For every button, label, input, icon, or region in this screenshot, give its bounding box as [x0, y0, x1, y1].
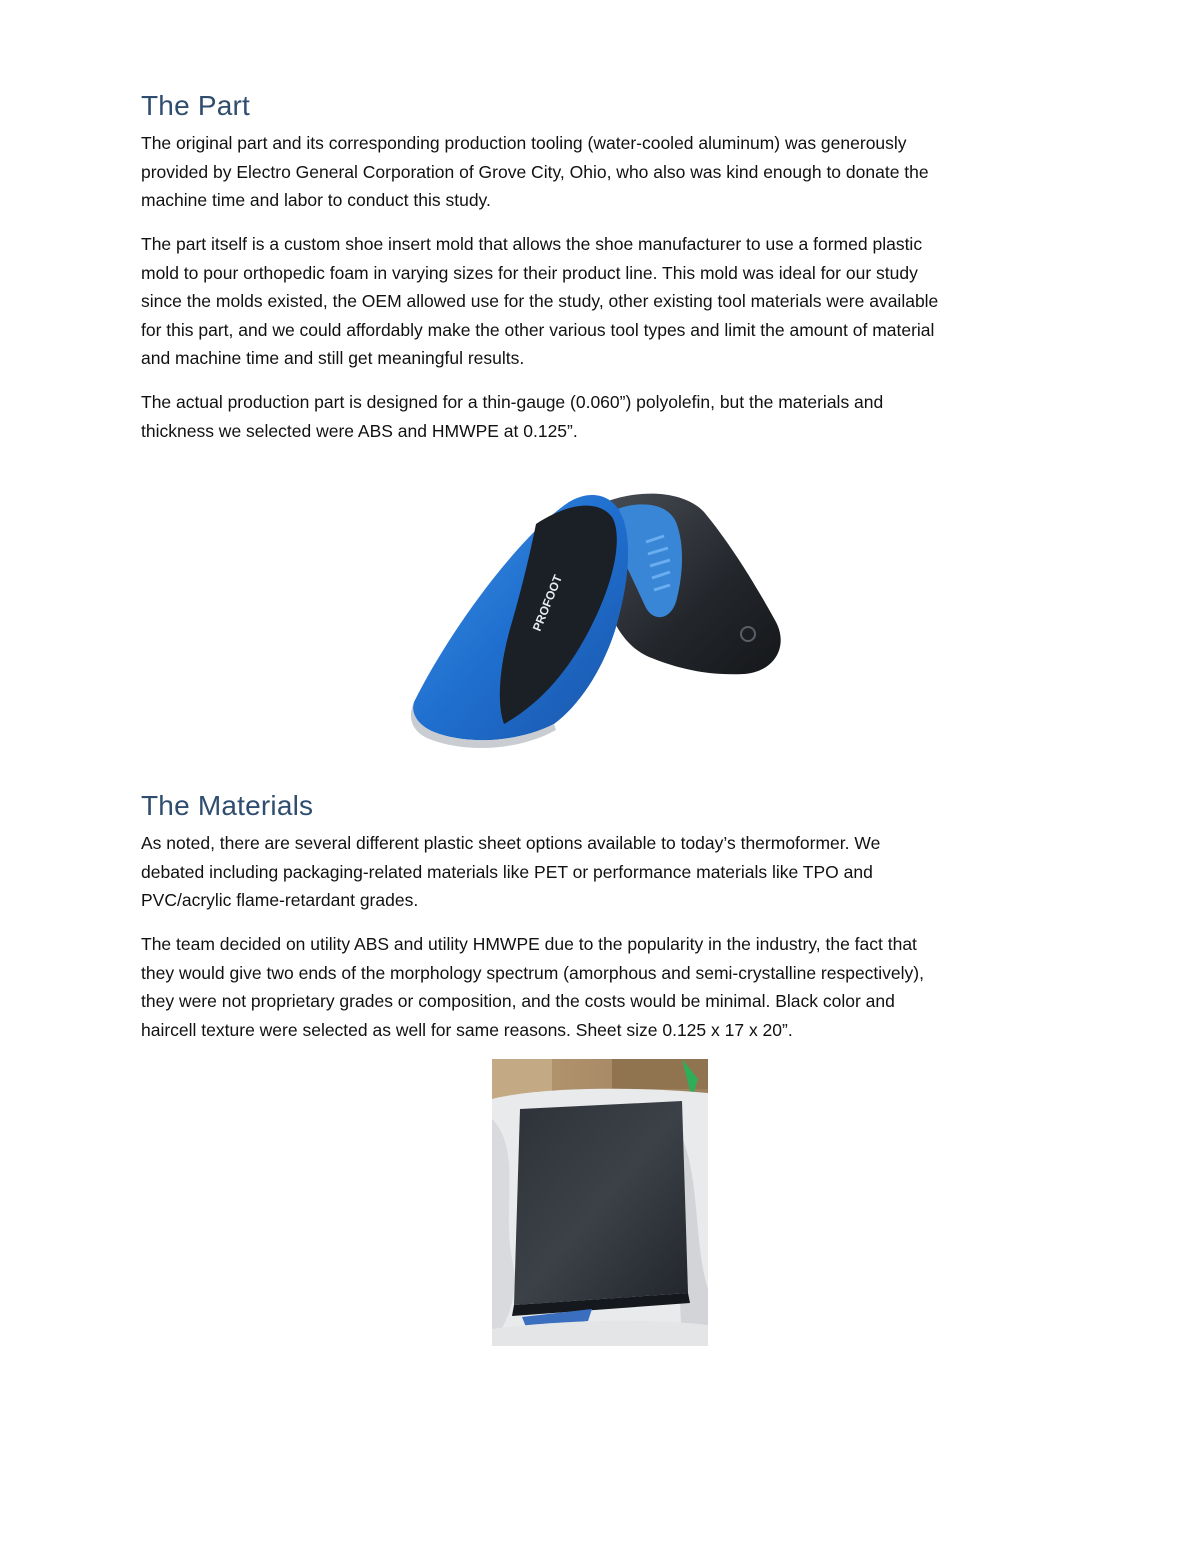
text-line: PVC/acrylic flame-retardant grades.: [141, 890, 419, 910]
text-line: The part itself is a custom shoe insert mold that allows the shoe manufacturer to use a formed plastic: [141, 234, 923, 254]
profoot-logo-text: PROFOOT: [529, 572, 566, 634]
text-line: mold to pour orthopedic foam in varying sizes for their product line. This mold was ideal for our study: [141, 262, 918, 283]
section-heading-the-part: The Part: [141, 90, 250, 121]
text-line: for this part, and we could affordably make the other various tool types and limit the amount of material: [141, 319, 935, 340]
paragraph-materials-options: [141, 829, 1066, 915]
text-line: As noted, there are several different plastic sheet options available to today’s thermoformer. We: [141, 833, 881, 853]
text-line: they would give two ends of the morphology spectrum (amorphous and semi-crystalline respectively),: [141, 962, 924, 983]
text-line: haircell texture were selected as well for same reasons. Sheet size 0.125 x 17 x 20”.: [141, 1019, 793, 1040]
paragraph-part-description: [141, 230, 1066, 373]
text-line: The team decided on utility ABS and utility HMWPE due to the popularity in the industry, the fact that: [141, 934, 917, 954]
text-line: thickness we selected were ABS and HMWPE at 0.125”.: [141, 420, 578, 441]
paragraph-production-part: [141, 388, 1066, 445]
text-line: The actual production part is designed for a thin-gauge (0.060”) polyolefin, but the materials and: [141, 392, 884, 412]
text-line: they were not proprietary grades or composition, and the costs would be minimal. Black color and: [141, 991, 895, 1011]
text-line: provided by Electro General Corporation of Grove City, Ohio, who also was kind enough to donate the: [141, 161, 929, 182]
text-line: The original part and its corresponding production tooling (water-cooled aluminum) was generously: [141, 133, 907, 153]
section-heading-the-materials: The Materials: [141, 790, 314, 821]
paragraph-part-origin: [141, 129, 1066, 215]
text-line: since the molds existed, the OEM allowed use for the study, other existing tool materials were available: [141, 291, 939, 311]
text-line: machine time and labor to conduct this study.: [141, 190, 491, 210]
text-line: debated including packaging-related materials like PET or performance materials like TPO and: [141, 861, 873, 882]
shoe-insert-photo: [384, 462, 816, 762]
text-line: and machine time and still get meaningful results.: [141, 348, 525, 368]
plastic-sheet-photo: [492, 1059, 708, 1346]
black-abs-sheet: [514, 1101, 688, 1305]
paragraph-materials-decision: [141, 930, 1066, 1044]
